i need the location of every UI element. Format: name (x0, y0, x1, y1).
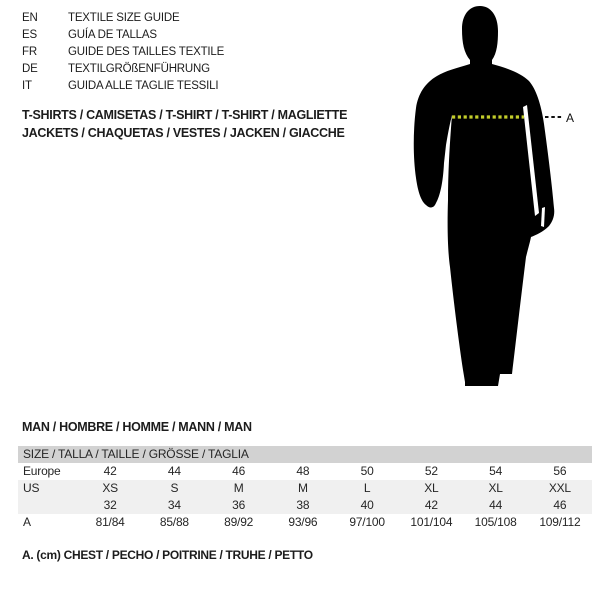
size-cell: 44 (489, 498, 503, 512)
size-cell: 89/92 (224, 515, 254, 529)
category-line-jackets: JACKETS / CHAQUETAS / VESTES / JACKEN / GIACCHE (22, 126, 345, 140)
man-silhouette-figure (400, 5, 595, 395)
size-cell: 34 (167, 498, 181, 512)
row-label: US (23, 481, 40, 495)
size-cell: 40 (360, 498, 374, 512)
size-cell: 48 (296, 464, 310, 478)
table-row-chest-a (18, 514, 592, 531)
size-cell: 54 (489, 464, 503, 478)
size-cell: 101/104 (410, 515, 453, 529)
language-label: GUÍA DE TALLAS (68, 29, 157, 41)
size-cell: 46 (232, 464, 246, 478)
size-cell: 109/112 (539, 515, 581, 529)
table-row-us (18, 480, 592, 497)
man-silhouette-svg (400, 5, 595, 395)
language-row-fr (22, 44, 224, 61)
size-cell: 44 (167, 464, 181, 478)
size-cell: M (297, 481, 308, 495)
measurement-footnote: A. (cm) CHEST / PECHO / POITRINE / TRUHE / PETTO (22, 548, 313, 562)
size-cell: 81/84 (95, 515, 125, 529)
language-code: FR (22, 46, 37, 58)
size-cell: 93/96 (288, 515, 318, 529)
language-code: ES (22, 29, 37, 41)
language-label: TEXTILE SIZE GUIDE (68, 12, 180, 24)
size-table-header: SIZE / TALLA / TAILLE / GRÖSSE / TAGLIA (18, 446, 592, 463)
size-cell: XL (424, 481, 439, 495)
size-cell: XL (488, 481, 503, 495)
language-label: GUIDE DES TAILLES TEXTILE (68, 46, 225, 58)
size-table (18, 446, 592, 531)
size-cell: XS (102, 481, 118, 495)
size-cell: 56 (553, 464, 567, 478)
table-row-numeric (18, 497, 592, 514)
size-cell: 46 (553, 498, 567, 512)
table-row-europe (18, 463, 592, 480)
size-cell: 38 (296, 498, 310, 512)
language-code: IT (22, 80, 32, 92)
language-code: DE (22, 63, 38, 75)
language-row-de (22, 61, 224, 78)
language-row-en (22, 10, 224, 27)
size-cell: 42 (103, 464, 117, 478)
size-cell: XXL (548, 481, 571, 495)
size-cell: 42 (424, 498, 438, 512)
language-code: EN (22, 12, 38, 24)
language-label: GUIDA ALLE TAGLIE TESSILI (68, 80, 219, 92)
size-cell: 85/88 (159, 515, 189, 529)
category-line-tshirts: T-SHIRTS / CAMISETAS / T-SHIRT / T-SHIRT / MAGLIETTE (22, 108, 348, 122)
size-cell: L (363, 481, 371, 495)
section-title-man: MAN / HOMBRE / HOMME / MANN / MAN (22, 420, 252, 434)
language-list (22, 10, 224, 95)
size-cell: S (170, 481, 179, 495)
size-cell: 52 (424, 464, 438, 478)
size-cell: 36 (232, 498, 246, 512)
language-row-es (22, 27, 224, 44)
row-label (18, 497, 78, 514)
size-cell: M (233, 481, 244, 495)
language-row-it (22, 78, 224, 95)
size-cell: 97/100 (349, 515, 385, 529)
garment-categories (22, 106, 347, 142)
row-label: Europe (23, 464, 61, 478)
row-label: A (23, 515, 31, 529)
size-cell: 105/108 (474, 515, 517, 529)
size-cell: 50 (360, 464, 374, 478)
size-cell: 32 (103, 498, 117, 512)
measure-label-a: A (566, 111, 575, 125)
language-label: TEXTILGRÖßENFÜHRUNG (68, 63, 210, 75)
